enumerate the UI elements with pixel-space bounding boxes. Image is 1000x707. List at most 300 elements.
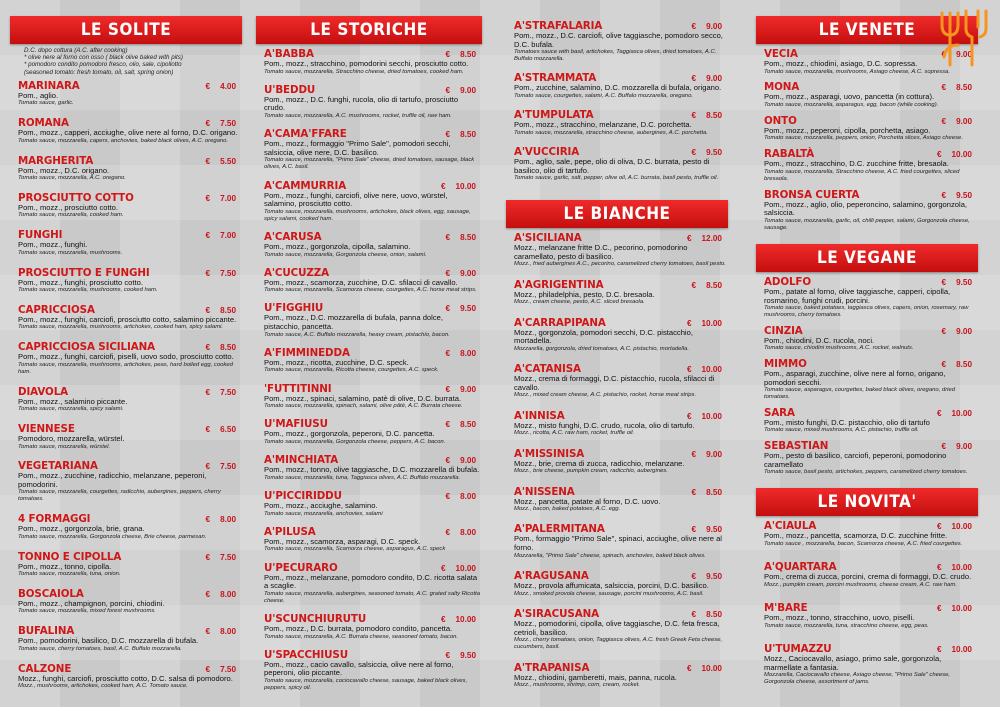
menu-item-calzone <box>10 663 242 691</box>
item-ingredients: Pom., chiodini, D.C. rucola, noci. <box>764 335 875 345</box>
menu-item-bufalina <box>10 625 242 653</box>
item-ingredients: Pom., mozz., stracchino, D.C. zucchine fritte, bresaola. <box>764 159 949 169</box>
item-ingredients: Mozz., Caciocavallo, asiago, primo sale, gorgonzola, marmellate a fantasia. <box>764 654 942 672</box>
item-translation: Mozzarella, Caciocavallo cheese, Asiago cheese, "Primo Sale" cheese, Gorgonzola cheese, assortment of jams. <box>764 672 951 686</box>
item-name: RABALTÀ <box>764 148 815 161</box>
currency-symbol: € <box>691 280 697 290</box>
currency-symbol: € <box>691 487 697 497</box>
item-price <box>446 651 481 660</box>
item-translation: Tomato sauce, mozzarella, cooked ham. <box>18 212 124 219</box>
item-ingredients: Mozz., melanzane fritte D.C., pecorino, pomodorino caramellato, pesto di basilico. <box>514 243 688 261</box>
item-price <box>692 148 727 157</box>
currency-symbol: € <box>691 22 697 31</box>
item-translation: Tomato sauce, mozzarella, Gorgonzola cheese, peppers, A.C. bacon. <box>264 439 446 445</box>
item-name: U'PECURARO <box>264 561 338 574</box>
menu-item-a-babba <box>256 48 482 76</box>
item-translation: Tomato sauce, mozzarella, spicy salami. <box>18 406 124 413</box>
item-name: A'MISSINISA <box>514 447 585 460</box>
menu-item-header <box>18 267 240 279</box>
currency-symbol: € <box>941 278 947 287</box>
menu-section <box>10 16 242 700</box>
currency-symbol: € <box>445 420 451 430</box>
item-translation: Mozz., smoked provola cheese, sausage, porcini mushrooms, A.C. basil. <box>514 590 704 597</box>
menu-item-header <box>264 562 480 574</box>
currency-symbol: € <box>691 148 697 158</box>
price-value: 8.50 <box>956 359 972 369</box>
menu-item-onto <box>756 115 978 143</box>
item-name: BUFALINA <box>18 625 75 638</box>
menu-item-list <box>256 48 482 692</box>
currency-symbol: € <box>941 359 947 369</box>
menu-item-a-fimminedda <box>256 347 482 375</box>
menu-item-adolfo <box>756 276 978 319</box>
price-value: 7.00 <box>220 193 236 203</box>
menu-item-header <box>264 526 480 538</box>
currency-symbol: € <box>445 130 451 140</box>
currency-symbol: € <box>205 268 211 278</box>
price-value: 10.00 <box>951 408 972 418</box>
price-value: 8.00 <box>220 627 236 637</box>
item-name: A'VUCCIRIA <box>514 146 580 159</box>
price-value: 8.50 <box>706 609 722 619</box>
item-name: U'MAFIUSU <box>264 418 328 431</box>
item-price <box>446 456 481 465</box>
menu-item-header <box>514 279 726 291</box>
menu-section <box>756 488 978 700</box>
price-value: 8.50 <box>220 343 236 353</box>
menu-item-list <box>506 20 728 182</box>
currency-symbol: € <box>205 387 211 397</box>
item-name: MARGHERITA <box>18 154 94 167</box>
item-price <box>441 564 480 573</box>
item-ingredients: Pom., mozz., gorgonzola, cipolla, salamino. <box>264 241 411 251</box>
item-ingredients: Pom., mozz., funghi, carciofi, olive nere, uovo, würstel, salamino, prosciutto cotto. <box>264 190 448 209</box>
item-ingredients: Pom., mozz., champignon, porcini, chiodini. <box>18 598 165 608</box>
item-price <box>687 412 726 421</box>
item-translation: Mozzarella, "Primo Sale" cheese, spinach, anchovies, baked black olives. <box>514 552 706 559</box>
currency-symbol: € <box>205 305 211 315</box>
menu-item-a-innisa <box>506 410 728 438</box>
menu-item-cinzia <box>756 325 978 353</box>
item-name: BOSCAIOLA <box>18 587 84 600</box>
item-translation: Tomato sauce, mozzarella, Stracchino cheese, A.C. fried courgettes, sliced bresaola. <box>764 168 960 182</box>
price-value: 9.00 <box>956 326 972 336</box>
section-title-le-storiche: LE STORICHE <box>256 16 482 44</box>
item-ingredients: Pomodoro, mozzarella, würstel. <box>18 433 125 443</box>
item-translation: Tomato sauce, cherry tomatoes, basil, A.C. Buffalo mozzarella. <box>18 645 182 652</box>
currency-symbol: € <box>440 614 446 624</box>
item-ingredients: Pom., crema di zucca, porcini, crema di formaggi, D.C. crudo. <box>764 572 972 582</box>
currency-symbol: € <box>440 181 446 191</box>
item-price <box>206 553 241 562</box>
section-note: D.C. dopo cottura (A.C. after cooking) * olive nere al forno con osso ( black olive baked with pits) * pomodoro condito pomodoro fresco, olio, sale, cipollotto (seasoned tomato: fresh tomato, oil, salt, spring onion) <box>24 47 183 76</box>
item-name: M'BARE <box>764 602 808 615</box>
currency-symbol: € <box>205 627 211 637</box>
price-value: 8.00 <box>460 348 476 358</box>
item-price <box>446 233 481 242</box>
item-price <box>942 442 977 451</box>
item-price <box>206 194 241 203</box>
item-translation: Tomato sauce , mozzarella, bacon, Scamorza cheese, A.C. fried courgettes. <box>764 540 963 547</box>
currency-symbol: € <box>205 515 211 525</box>
price-value: 9.50 <box>956 190 972 200</box>
item-name: U'FIGGHIU <box>264 302 324 315</box>
item-translation: Mozz., cherry tomatoes, onion, Taggiasca olives, A.C. fresh Greek Feta cheese, cucumbers, basil. <box>514 637 723 651</box>
item-name: VEGETARIANA <box>18 460 98 473</box>
menu-item-funghi <box>10 229 242 257</box>
item-price <box>206 590 241 599</box>
currency-symbol: € <box>941 441 947 451</box>
item-ingredients: Pom., mozz., peperoni, cipolla, porchetta, asiago. <box>764 125 931 135</box>
price-value: 8.50 <box>460 232 476 242</box>
currency-symbol: € <box>205 462 211 472</box>
menu-item-capricciosa-siciliana <box>10 341 242 376</box>
item-translation: Tomato sauce, mozzarella, mushrooms, artichokes, cooked ham, spicy salami. <box>18 324 224 331</box>
currency-symbol: € <box>691 111 697 121</box>
menu-item-sebastian <box>756 440 978 476</box>
item-ingredients: Pom., mozz., aglio, olio, peperoncino, salamino, gorgonzola, salsiccia. <box>764 199 968 218</box>
item-translation: Tomato sauce, garlic. <box>18 100 74 107</box>
currency-symbol: € <box>691 449 697 459</box>
item-ingredients: Pom., mozz., cacio cavallo, salsiccia, olive nere al forno, peperoni, olio piccante. <box>264 659 454 678</box>
item-translation: Tomato sauce, baked potatoes, taggiasca olives, capers, onion, rosemary, raw mushrooms, cherry tomatoes. <box>764 305 969 319</box>
item-ingredients: Pom., mozz., acciughe, salamino. <box>264 500 378 510</box>
item-translation: Mozz., mushrooms, artichokes, cooked ham, A.C. Tomato sauce. <box>18 683 188 690</box>
price-value: 9.50 <box>460 304 476 314</box>
menu-item-header <box>764 115 976 127</box>
item-price <box>206 515 241 524</box>
item-name: A'CATANISA <box>514 363 581 376</box>
price-value: 7.00 <box>220 231 236 241</box>
item-translation: Tomato sauce, mozzarella, Scamorza cheese, courgettes, A.C. horse meat strips. <box>264 287 477 294</box>
item-translation: Tomato sauce, mozzarella, A.C. oregano. <box>18 175 126 182</box>
item-ingredients: Pom., mozz., prosciutto cotto. <box>18 202 119 212</box>
item-name: CAPRICCIOSA SICILIANA <box>18 341 155 354</box>
item-translation: Tomato sauce, mozzarella, "Primo Sale" cheese, dried tomatoes, sausage, black olives, A.C. basil. <box>264 157 475 171</box>
currency-symbol: € <box>205 552 211 562</box>
item-translation: Tomato sauce, mozzarella, stracchino cheese, aubergines, A.C. porchetta. <box>514 129 709 136</box>
menu-item-header <box>764 407 976 419</box>
item-price <box>942 117 977 126</box>
item-translation: Tomato sauce, chiodini mushrooms, A.C. rocket, walnuts. <box>764 345 914 352</box>
price-value: 8.00 <box>220 589 236 599</box>
menu-item-a-cucuzza <box>256 267 482 295</box>
item-ingredients: Pom., mozz., tonno, olive taggiasche, D.C. mozzarella di bufala. <box>264 465 480 475</box>
item-price <box>692 610 727 619</box>
item-ingredients: Pom., mozz., scamorza, asparagi, D.C. speck. <box>264 536 421 546</box>
menu-item-a-tumpulata <box>506 109 728 137</box>
currency-symbol: € <box>686 234 692 243</box>
item-price <box>446 86 481 95</box>
item-translation: Tomato sauce, mozzarella, tuna, onion. <box>18 571 121 578</box>
price-value: 7.50 <box>220 387 236 397</box>
menu-section <box>506 200 728 699</box>
currency-symbol: € <box>205 81 211 91</box>
item-translation: Tomato sauce, mozzarella, mushrooms, Asiago cheese, A.C. sopressa. <box>764 68 950 75</box>
menu-item-u-beddu <box>256 84 482 120</box>
item-ingredients: Pom., mozz., funghi, carciofi, prosciutto cotto, salamino piccante. <box>18 314 237 324</box>
currency-symbol: € <box>691 609 697 619</box>
item-price <box>942 278 977 287</box>
price-value: 10.00 <box>701 411 722 421</box>
item-price <box>937 409 976 418</box>
item-price <box>446 349 481 358</box>
menu-item-u-mafiusu <box>256 418 482 446</box>
item-price <box>206 157 241 166</box>
price-value: 8.50 <box>460 50 476 59</box>
item-name: SEBASTIAN <box>764 439 829 452</box>
item-ingredients: Pom., mozz., tonno, stracchino, uovo, piselli. <box>764 613 915 623</box>
item-translation: Tomato sauce, basil pesto, artichokes, peppers, caramelized cherry tomatoes. <box>764 469 968 476</box>
price-value: 9.50 <box>706 572 722 581</box>
item-ingredients: Pom., asparagi, zucchine, olive nere al forno, origano, pomodori secchi. <box>764 368 946 387</box>
price-value: 9.50 <box>706 148 722 158</box>
item-translation: Tomato sauce, mozzarella, Scamorza cheese, asparagus, A.C. speck <box>264 546 446 553</box>
item-ingredients: Mozz., pancetta, patate al forno, D.C. uovo. <box>514 496 661 506</box>
item-name: A'PALERMITANA <box>514 523 605 536</box>
item-translation: Mozzarella, gorgonzola, dried tomatoes, A.C. pistachio, mortadella. <box>514 345 689 352</box>
price-value: 9.00 <box>460 85 476 95</box>
price-value: 7.50 <box>220 268 236 278</box>
item-price <box>446 528 481 537</box>
menu-item-a-strafalaria <box>506 20 728 63</box>
currency-symbol: € <box>686 365 692 375</box>
price-value: 10.00 <box>951 645 972 655</box>
item-translation: Mozz., bacon, baked potatoes, A.C. egg. <box>514 506 621 513</box>
item-translation: Mozz., mixed cream cheese, A.C. pistachio, rocket, horse meat strips. <box>514 392 697 399</box>
menu-item-m-bare <box>756 602 978 630</box>
price-value: 8.00 <box>460 491 476 501</box>
item-price <box>206 231 241 240</box>
menu-item-mona <box>756 81 978 109</box>
item-name: A'MINCHIATA <box>264 454 339 467</box>
menu-item-header <box>18 551 240 563</box>
item-translation: Tomato sauce, mozzarella, mushrooms. <box>18 249 123 256</box>
item-translation: Tomato sauce, mozzarella, spinach, salami, olive pâté, A.C. Burrata cheese. <box>264 403 463 410</box>
item-translation: Tomato sauce, courgettes, salami, A.C. Buffalo mozzarella, oregano. <box>514 93 693 100</box>
menu-item-a-ciaula <box>756 520 978 548</box>
item-name: A'NISSENA <box>514 485 575 498</box>
menu-item-header <box>514 410 726 422</box>
menu-item-prosciutto-e-funghi <box>10 267 242 295</box>
menu-item-marinara <box>10 80 242 108</box>
currency-symbol: € <box>445 304 451 314</box>
menu-item-romana <box>10 117 242 145</box>
menu-item-margherita <box>10 155 242 183</box>
item-price <box>687 319 726 328</box>
price-value: 9.50 <box>460 650 476 660</box>
item-ingredients: Pom., formaggio "Primo Sale", spinaci, acciughe, olive nere al forno. <box>514 534 722 553</box>
menu-item-viennese <box>10 423 242 451</box>
item-price <box>206 425 241 434</box>
item-price <box>692 111 727 120</box>
item-ingredients: Pom., mozz., spinaci, salamino, patè di olive, D.C. burrata. <box>264 393 462 403</box>
price-value: 8.00 <box>220 515 236 525</box>
menu-item-a-cammurria <box>256 180 482 223</box>
currency-symbol: € <box>205 156 211 166</box>
item-price <box>937 604 976 613</box>
item-name: 'FUTTITINNI <box>264 382 332 395</box>
item-price <box>446 130 481 139</box>
price-value: 7.50 <box>220 552 236 562</box>
item-name: A'BABBA <box>264 48 314 60</box>
price-value: 6.50 <box>220 424 236 434</box>
item-price <box>937 150 976 159</box>
item-price <box>206 388 241 397</box>
item-translation: Mozz., pumpkin cream, porcini mushrooms, cheese cream, A.C. raw ham. <box>764 581 957 588</box>
menu-item-u-figghiu <box>256 302 482 338</box>
section-title-le-novita: LE NOVITA' <box>756 488 978 516</box>
item-translation: Tomato sauce, asparagus, courgettes, baked black olives, oregano, dried tomatoes. <box>764 387 956 401</box>
menu-item-capricciosa <box>10 304 242 332</box>
item-translation: Tomato sauce, mozzarella, mushrooms, artichokes, black olives, egg, sausage, spicy salami, cooked ham. <box>264 208 471 222</box>
item-translation: Tomato sauce, mozzarella, Gorgonzola cheese, Brie cheese, parmesan. <box>18 533 207 540</box>
item-ingredients: Pom., mozz., D.C. funghi, rucola, olio di tartufo, prosciutto crudo. <box>264 94 459 113</box>
item-name: A'QUARTARA <box>764 561 837 574</box>
item-name: U'SPACCHIUSU <box>264 648 349 661</box>
price-value: 8.50 <box>706 111 722 121</box>
price-value: 12.00 <box>701 234 722 243</box>
item-ingredients: Pom., mozz., melanzane, pomodoro condito, D.C. ricotta salata a scaglie. <box>264 572 478 591</box>
item-name: A'AGRIGENTINA <box>514 278 604 291</box>
price-value: 10.00 <box>951 563 972 573</box>
price-value: 8.50 <box>220 305 236 315</box>
item-ingredients: Pom., mozz., zucchine, radicchio, melanzane, peperoni, pomodorini. <box>18 471 207 489</box>
menu-item-a-missinisa <box>506 448 728 476</box>
menu-item-a-strammata <box>506 72 728 100</box>
menu-item-sara <box>756 407 978 435</box>
currency-symbol: € <box>445 268 451 278</box>
item-price <box>206 82 241 91</box>
item-translation: Tomatoes sauce with basil, artichokes, Taggiasca olives, dried tomatoes, A.C. Buffalo mozzarella. <box>514 49 717 63</box>
item-translation: Tomato sauce, mozzarella, Stracchino cheese, dried tomatoes, cooked ham. <box>264 68 464 75</box>
currency-symbol: € <box>445 456 451 466</box>
item-ingredients: Mozz., crema di formaggi, D.C. pistacchio, rucola, sfilacci di cavallo. <box>514 374 715 392</box>
item-price <box>446 50 481 59</box>
item-name: TONNO E CIPOLLA <box>18 550 122 563</box>
item-translation: Mozz., mushrooms, shrimp, corn, cream, rocket. <box>514 682 641 689</box>
item-price <box>692 22 727 31</box>
item-price <box>446 420 481 429</box>
item-name: A'SICILIANA <box>514 232 582 244</box>
price-value: 10.00 <box>951 150 972 160</box>
price-value: 4.00 <box>220 81 236 91</box>
menu-item-header <box>764 325 976 337</box>
price-value: 9.00 <box>460 456 476 466</box>
menu-item-list <box>756 520 978 686</box>
menu-item-list <box>756 276 978 476</box>
item-price <box>937 563 976 572</box>
menu-item-list <box>756 48 978 232</box>
currency-symbol: € <box>205 664 211 674</box>
menu-item-u-spacchiusu <box>256 649 482 692</box>
item-price <box>937 522 976 531</box>
price-value: 10.00 <box>455 181 476 191</box>
item-ingredients: Pom., mozz., ricotta, zucchine, D.C. speck. <box>264 357 409 367</box>
currency-symbol: € <box>941 116 947 126</box>
currency-symbol: € <box>205 343 211 353</box>
price-value: 8.50 <box>460 420 476 430</box>
section-title-le-solite: LE SOLITE <box>10 16 242 44</box>
item-ingredients: Mozz., funghi, carciofi, prosciutto cotto, D.C. salsa di pomodoro. <box>18 673 233 683</box>
menu-item-header <box>514 486 726 498</box>
item-name: MARINARA <box>18 79 80 92</box>
price-value: 9.00 <box>956 441 972 451</box>
menu-item-vegetariana <box>10 460 242 503</box>
item-ingredients: Pom., pomodorini, basilico, D.C. mozzarella di bufala. <box>18 636 199 646</box>
item-translation: Tomato sauce, mozzarella, Gorgonzola cheese, onion, salami. <box>264 251 427 258</box>
item-name: VIENNESE <box>18 422 75 435</box>
item-price <box>441 615 480 624</box>
price-value: 7.50 <box>220 664 236 674</box>
currency-symbol: € <box>936 645 942 655</box>
menu-item-a-siracusana <box>506 608 728 651</box>
item-price <box>687 664 726 673</box>
item-price <box>942 83 977 92</box>
item-ingredients: Pom., mozz., scamorza, zucchine, D.C. sfilacci di cavallo. <box>264 277 458 287</box>
item-ingredients: Pom., mozz., salamino piccante. <box>18 396 128 406</box>
currency-symbol: € <box>445 348 451 358</box>
pizza-fork-logo-icon <box>938 5 994 67</box>
item-translation: Tomato sauce, mozzarella, asparagus, egg, bacon (while cooking). <box>764 101 939 108</box>
menu-item-header <box>264 180 480 192</box>
item-name: FUNGHI <box>18 229 63 242</box>
item-name: A'CIAULA <box>764 520 817 532</box>
price-value: 10.00 <box>701 365 722 375</box>
price-value: 8.50 <box>956 83 972 93</box>
item-name: A'RAGUSANA <box>514 570 589 582</box>
menu-item-mimmo <box>756 358 978 401</box>
menu-item-a-siciliana <box>506 232 728 268</box>
item-translation: Tomato sauce, mozzarella, A.C. Burrata cheese, seasoned tomato, bacon. <box>264 633 459 640</box>
item-price <box>441 182 480 191</box>
currency-symbol: € <box>445 85 451 95</box>
menu-item-header <box>764 189 976 201</box>
menu-item-boscaiola <box>10 588 242 616</box>
currency-symbol: € <box>941 326 947 336</box>
menu-item-a-ragusana <box>506 570 728 598</box>
currency-symbol: € <box>445 527 451 537</box>
item-name: A'STRAMMATA <box>514 72 597 85</box>
item-name: U'TUMAZZU <box>764 643 832 656</box>
item-name: A'CUCUZZA <box>264 266 329 279</box>
menu-item-list <box>10 80 242 690</box>
item-translation: Tomato sauce, mozzarella, würstel. <box>18 443 111 450</box>
item-translation: Tomato sauce, mozzarella, aubergines, seasoned tomato, A.C. grated salty Ricotta cheese. <box>264 590 480 604</box>
price-value: 10.00 <box>455 614 476 624</box>
menu-item-tonno-e-cipolla <box>10 551 242 579</box>
item-name: A'FIMMINEDDA <box>264 346 350 359</box>
menu-item-bronsa-cuerta <box>756 189 978 232</box>
item-translation: Mozz., fried aubergines A.C., pecorino, caramelized cherry tomatoes, basil pesto. <box>514 261 726 268</box>
item-ingredients: Pom., mozz., D.C. mozzarella di bufala, panna dolce, pistacchio, pancetta. <box>264 313 443 332</box>
item-name: PROSCIUTTO E FUNGHI <box>18 266 150 279</box>
item-price <box>206 627 241 636</box>
price-value: 9.50 <box>706 525 722 535</box>
item-ingredients: Pom., mozz., funghi, prosciutto cotto. <box>18 277 143 287</box>
currency-symbol: € <box>205 231 211 241</box>
price-value: 10.00 <box>951 604 972 614</box>
item-ingredients: Pom., mozz., pancetta, scamorza, D.C. zucchine fritte. <box>764 531 948 540</box>
menu-section <box>756 244 978 482</box>
item-translation: Tomato sauce, garlic, salt, pepper, olive oil, A.C. burrata, basil pesto, truffle oil. <box>514 175 719 182</box>
item-translation: Tomato sauce, mozzarella, mixed forest mushrooms. <box>18 608 156 615</box>
item-price <box>942 191 977 200</box>
currency-symbol: € <box>691 572 697 581</box>
item-ingredients: Pom., mozz., stracchino, pomodorini secchi, prosciutto cotto. <box>264 59 469 68</box>
price-value: 9.00 <box>706 22 722 31</box>
item-translation: Tomato sauce, mozzarella, A.C. mushrooms, rocket, truffle oil, raw ham. <box>264 112 452 119</box>
